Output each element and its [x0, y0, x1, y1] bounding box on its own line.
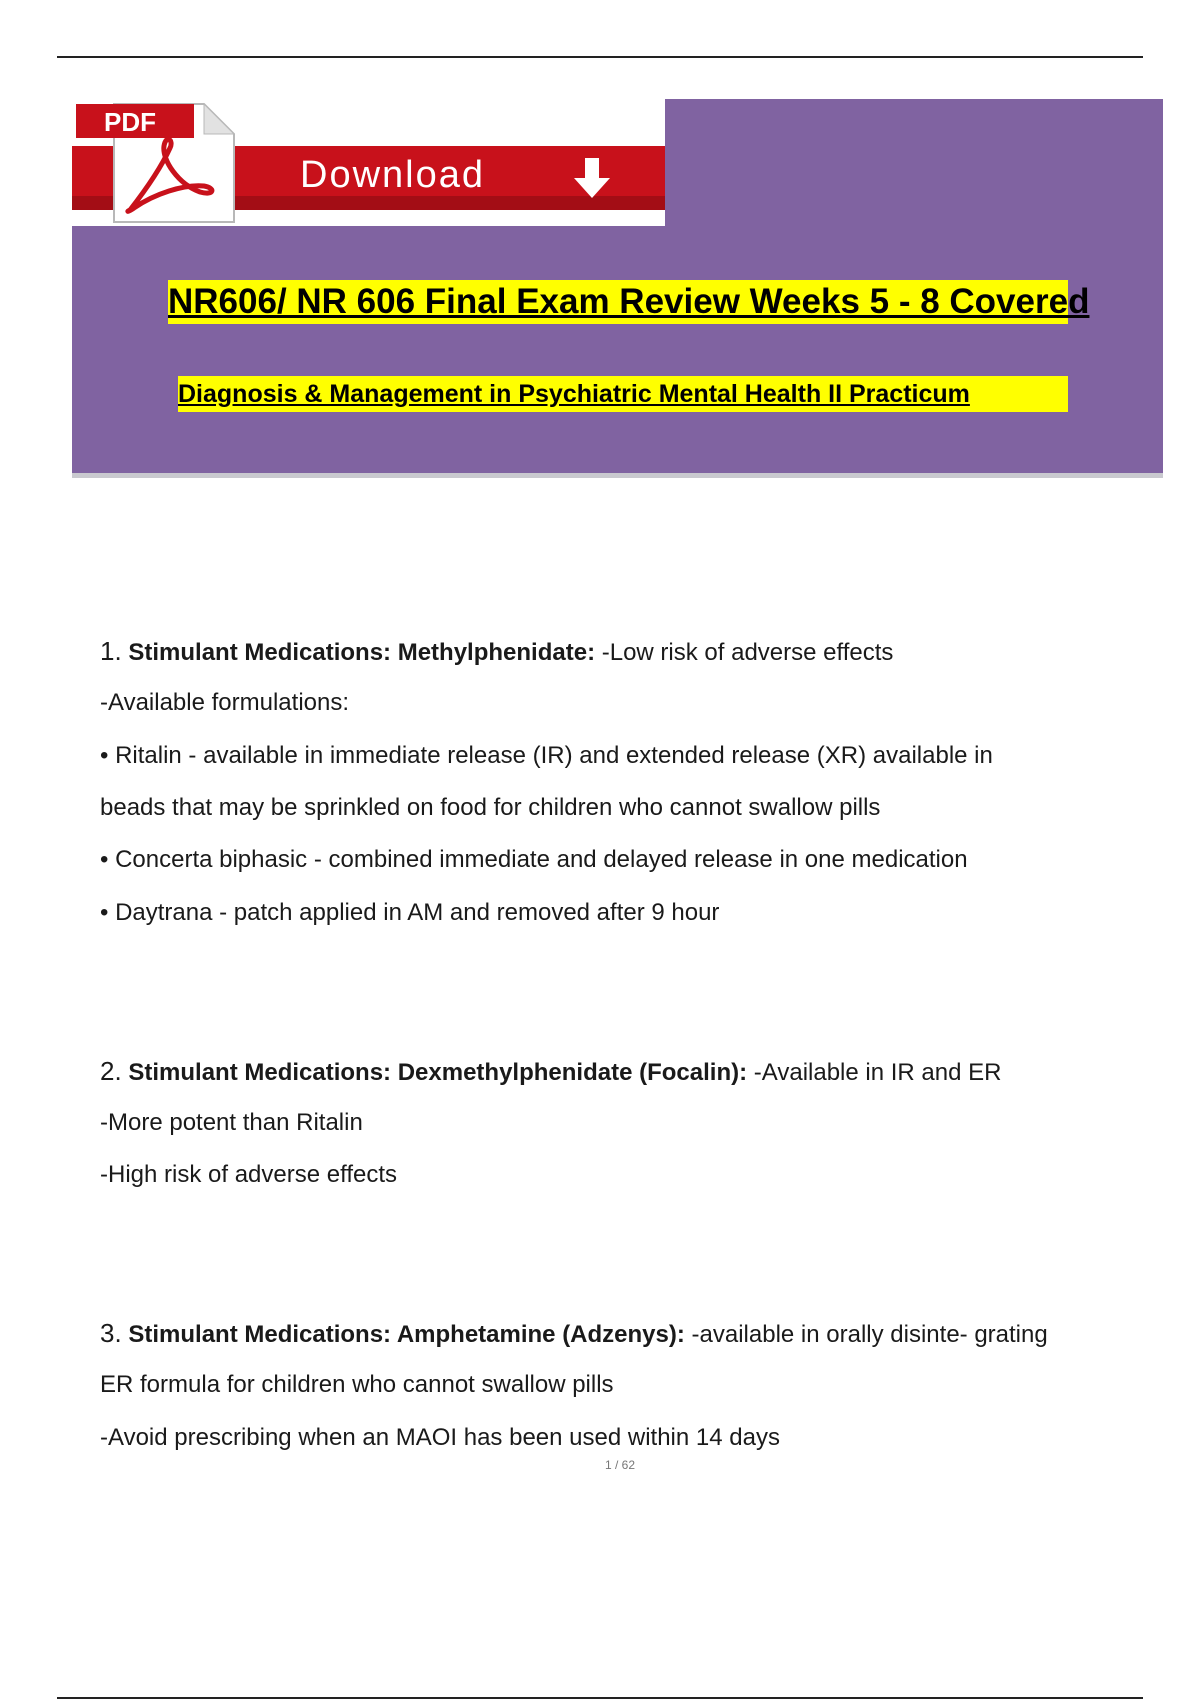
item-number: 3.	[100, 1318, 122, 1348]
item-3-heading-line	[100, 1318, 1048, 1349]
pdf-file-icon	[74, 100, 244, 225]
bottom-rule	[57, 1697, 1143, 1699]
item-3-line: ER formula for children who cannot swallow pills	[100, 1371, 614, 1398]
item-1-line: beads that may be sprinkled on food for children who cannot swallow pills	[100, 794, 881, 821]
download-label[interactable]: Download	[300, 154, 485, 196]
item-1-line: • Daytrana - patch applied in AM and removed after 9 hour	[100, 899, 720, 926]
item-heading: Stimulant Medications: Dexmethylphenidate (Focalin):	[128, 1059, 748, 1086]
item-number: 2.	[100, 1056, 122, 1086]
item-number: 1.	[100, 636, 122, 666]
item-1-line: • Ritalin - available in immediate release (IR) and extended release (XR) available in	[100, 742, 993, 769]
item-1-line: -Available formulations:	[100, 689, 350, 716]
document-subtitle: Diagnosis & Management in Psychiatric Mental Health II Practicum	[178, 376, 1068, 412]
item-heading: Stimulant Medications: Amphetamine (Adzenys):	[128, 1321, 685, 1348]
item-first-text: -Available in IR and ER	[747, 1059, 1002, 1086]
page-number: 1 / 62	[604, 1458, 636, 1472]
item-heading: Stimulant Medications: Methylphenidate:	[128, 639, 596, 666]
item-first-text: -Low risk of adverse effects	[595, 639, 894, 666]
banner-shadow	[72, 473, 1163, 478]
pdf-label: PDF	[104, 107, 156, 137]
item-1-line: • Concerta biphasic - combined immediate and delayed release in one medication	[100, 846, 968, 873]
item-2-line: -More potent than Ritalin	[100, 1109, 363, 1136]
document-title: NR606/ NR 606 Final Exam Review Weeks 5 - 8 Covered	[168, 280, 1068, 324]
item-2-heading-line	[100, 1056, 1001, 1087]
top-rule	[57, 56, 1143, 58]
item-first-text: -available in orally disinte- grating	[684, 1321, 1048, 1348]
item-1-heading-line	[100, 636, 893, 667]
item-3-line: -Avoid prescribing when an MAOI has been used within 14 days	[100, 1424, 780, 1451]
item-2-line: -High risk of adverse effects	[100, 1161, 398, 1188]
download-arrow-icon[interactable]	[570, 156, 614, 200]
